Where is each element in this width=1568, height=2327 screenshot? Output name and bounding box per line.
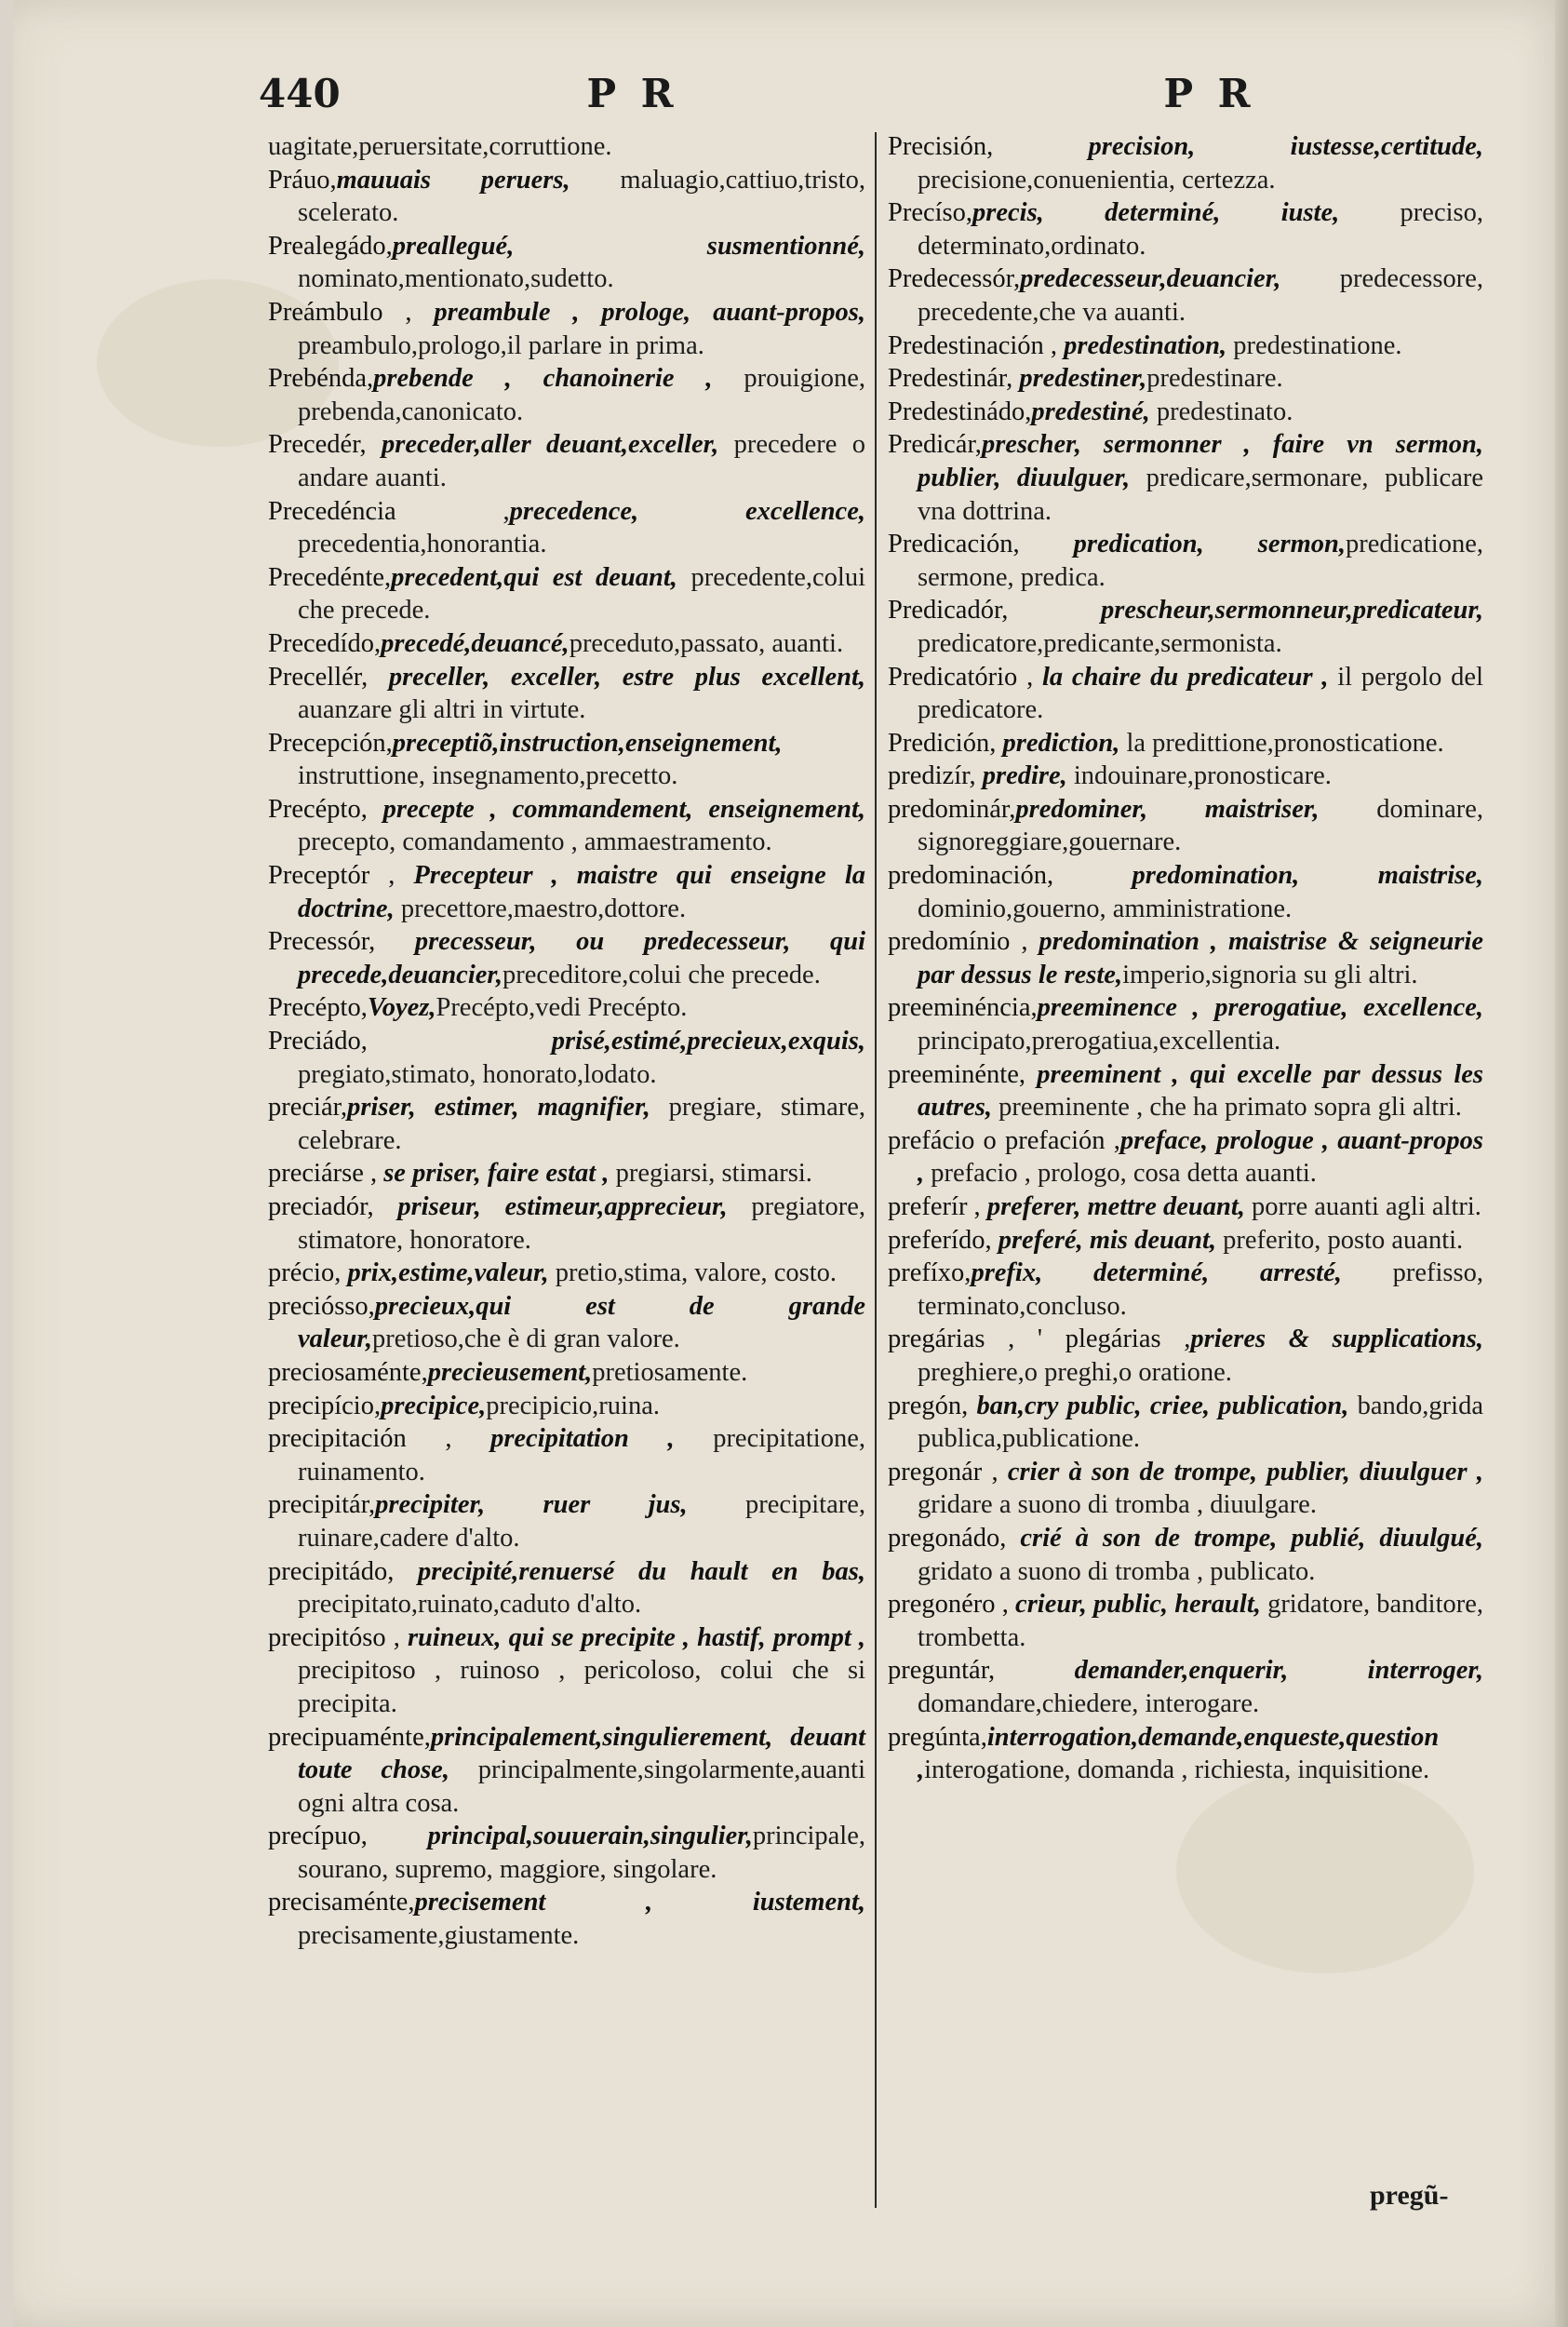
entry-headword: pregonár , [888, 1457, 998, 1486]
entry-headword: Precisión, [888, 132, 994, 161]
entry-italian: precepto, comandamento , ammaestramento. [298, 827, 772, 857]
entry-italian: nominato,mentionato,sudetto. [298, 264, 614, 294]
entry-french: preambule , prologe, auant-propos, [411, 297, 865, 327]
dictionary-entry [268, 1820, 865, 1886]
dictionary-entry [268, 296, 865, 362]
entry-headword: Predestinación , [888, 330, 1058, 360]
dictionary-entry [888, 1390, 1483, 1456]
entry-french: precipité,renuersé du hault en bas, [394, 1556, 865, 1586]
entry-headword: pregúnta, [888, 1722, 987, 1752]
entry-french: principal,souuerain,singulier, [367, 1822, 753, 1851]
entry-italian: precipitoso , ruinoso , pericoloso, colui che si precipita. [298, 1656, 865, 1718]
entry-french: preceptiõ,instruction,enseignement, [392, 728, 783, 758]
entry-headword: Precepción, [268, 728, 393, 758]
dictionary-entry [268, 1886, 865, 1952]
entry-french: precis, determiné, iuste, [972, 198, 1340, 228]
entry-french: precedence, excellence, [509, 496, 865, 526]
entry-headword: preciár, [268, 1093, 348, 1123]
entry-italian: gridato a suono di tromba , publicato. [918, 1556, 1316, 1586]
entry-french: precedent,qui est deuant, [391, 562, 677, 592]
entry-italian: predestinatione. [1226, 330, 1402, 360]
entry-headword: predominación, [888, 861, 1054, 891]
catchword: pregũ- [1370, 2180, 1449, 2211]
dictionary-entry [268, 859, 865, 925]
entry-french: interrogation,demande,enqueste,question , [918, 1722, 1440, 1785]
entry-italian: precipicio,ruina. [486, 1391, 660, 1420]
entry-italian: pregiare, stimare, celebrare. [298, 1093, 865, 1155]
entry-italian: uagitate,peruersitate,corruttione. [268, 132, 612, 161]
entry-french: preface, prologue , auant-propos , [918, 1125, 1483, 1189]
dictionary-entry [888, 528, 1483, 594]
entry-french: predestination, [1057, 330, 1227, 360]
entry-headword: Práuo, [268, 165, 337, 195]
entry-italian: principale, sourano, supremo, maggiore, singolare. [298, 1822, 865, 1884]
dictionary-entry [888, 760, 1483, 793]
entry-italian: auanzare gli altri in virtute. [298, 695, 586, 725]
entry-italian: il pergolo del predicatore. [918, 662, 1484, 725]
entry-french: prescheur,sermonneur,predicateur, [1008, 596, 1483, 625]
entry-french: predominer, maistriser, [1015, 794, 1320, 824]
entry-french: predomination, maistrise, [1053, 861, 1483, 891]
entry-headword: Preceptór , [268, 861, 395, 891]
entry-french: precieusement, [427, 1357, 593, 1387]
entry-french: mauuais peruers, [336, 165, 570, 195]
entry-italian: precettore,maestro,dottore. [394, 894, 687, 923]
dictionary-entry [888, 661, 1483, 727]
entry-french: prebende , chanoinerie , [373, 364, 713, 394]
dictionary-entry [888, 262, 1483, 329]
dictionary-entry [888, 727, 1483, 760]
entry-headword: Predicadór, [888, 596, 1009, 625]
entry-italian: pretiosamente. [592, 1357, 748, 1387]
entry-headword: pregón, [888, 1391, 969, 1420]
entry-french: precepte , commandement, enseignement, [367, 794, 865, 824]
entry-italian: pregiatore, stimatore, honoratore. [298, 1192, 865, 1255]
entry-italian: dominio,gouerno, amministratione. [918, 894, 1293, 923]
dictionary-entry [888, 991, 1483, 1057]
entry-headword: predominár, [888, 794, 1016, 824]
entry-french: prieres & supplications, [1190, 1325, 1483, 1354]
dictionary-entry [268, 561, 865, 627]
entry-italian: predestinato. [1149, 397, 1293, 426]
entry-italian: predicatione, sermone, predica. [918, 530, 1483, 592]
entry-french: preeminence , prerogatiue, excellence, [1037, 993, 1483, 1023]
dictionary-entry [888, 1058, 1483, 1124]
entry-headword: Precellér, [268, 662, 369, 692]
dictionary-entry [268, 1390, 865, 1423]
entry-headword: preferído, [888, 1225, 992, 1255]
entry-french: precipice, [381, 1391, 487, 1420]
entry-italian: imperio,signoria su gli altri. [1122, 960, 1418, 989]
entry-headword: Predición, [888, 728, 997, 758]
entry-headword: prefácio o prefación , [888, 1125, 1120, 1155]
entry-french: predication, sermon, [1019, 530, 1347, 559]
entry-italian: precedente,colui che precede. [298, 562, 865, 625]
dictionary-entry [268, 1422, 865, 1488]
entry-french: ban,cry public, criee, publication, [968, 1391, 1349, 1420]
dictionary-entry [888, 1522, 1483, 1588]
entry-headword: pregárias , ' plegárias , [888, 1325, 1191, 1354]
entry-headword: precisaménte, [268, 1888, 415, 1917]
entry-headword: preciosaménte, [268, 1357, 428, 1387]
entry-italian: precedentia,honorantia. [298, 530, 547, 559]
entry-italian: precisamente,giustamente. [298, 1921, 580, 1951]
entry-headword: precipitóso , [268, 1622, 400, 1652]
dictionary-entry [268, 495, 865, 561]
entry-italian: precipitato,ruinato,caduto d'alto. [298, 1590, 642, 1620]
dictionary-entry [888, 1323, 1483, 1389]
entry-french: crier à son de trompe, publier, diuulguer , [998, 1457, 1483, 1486]
entry-french: prefix, determiné, arresté, [971, 1258, 1342, 1288]
entry-headword: precípuo, [268, 1822, 368, 1851]
entry-italian: Precépto,vedi Precépto. [436, 993, 688, 1023]
entry-headword: Predecessór, [888, 264, 1021, 294]
entry-headword: preciadór, [268, 1192, 374, 1221]
entry-french: prix,estime,valeur, [341, 1258, 549, 1288]
entry-headword: prefíxo, [888, 1258, 972, 1288]
entry-italian: la predittione,pronosticatione. [1119, 728, 1444, 758]
entry-french: preferé, mis deuant, [991, 1225, 1217, 1255]
entry-headword: preeminénte, [888, 1059, 1025, 1089]
dictionary-entry [888, 396, 1483, 429]
entry-french: se priser, faire estat , [377, 1159, 610, 1189]
entry-french: precipiter, ruer jus, [375, 1490, 688, 1520]
dictionary-entry [888, 1456, 1483, 1522]
entry-french: precedé,deuancé, [381, 628, 570, 658]
entry-italian: principato,prerogatiua,excellentia. [918, 1027, 1281, 1056]
entry-headword: preciárse , [268, 1159, 378, 1189]
paper-stain [1176, 1769, 1474, 1973]
entry-italian: preambulo,prologo,il parlare in prima. [298, 330, 704, 360]
entry-french: predestiné, [1031, 397, 1150, 426]
entry-french: priseur, estimeur,apprecieur, [373, 1192, 728, 1221]
entry-italian: gridare a suono di tromba , diuulgare. [918, 1490, 1317, 1520]
entry-french: preeminent , qui excelle par dessus les autres, [918, 1059, 1483, 1123]
entry-french: predomination , maistrise & seigneurie par dessus le reste, [918, 927, 1483, 989]
entry-french: Voyez, [367, 993, 436, 1023]
entry-headword: precipício, [268, 1391, 382, 1420]
entry-italian: pregiarsi, stimarsi. [609, 1159, 812, 1189]
dictionary-entry [888, 1224, 1483, 1258]
entry-french: precesseur, ou predecesseur, qui precede,deuancier, [298, 927, 865, 989]
dictionary-entry [268, 130, 865, 164]
dictionary-entry [268, 428, 865, 494]
column-divider [875, 132, 877, 2208]
dictionary-entry [268, 661, 865, 727]
entry-french: predecesseur,deuancier, [1020, 264, 1281, 294]
entry-headword: Preciádo, [268, 1027, 368, 1056]
dictionary-entry [268, 230, 865, 296]
dictionary-entry [268, 1157, 865, 1190]
dictionary-entry [888, 859, 1483, 925]
entry-headword: Preámbulo , [268, 297, 412, 327]
entry-italian: gridatore, banditore, trombetta. [918, 1590, 1484, 1652]
entry-italian: maluagio,cattiuo,tristo, scelerato. [298, 165, 865, 228]
entry-headword: Precedénte, [268, 562, 392, 592]
dictionary-entry [888, 130, 1483, 196]
entry-headword: preciósso, [268, 1291, 375, 1321]
entry-italian: domandare,chiedere, interogare. [918, 1688, 1260, 1718]
entry-french: principalement,singulierement, deuant toute chose, [298, 1722, 865, 1785]
entry-italian: bando,grida publica,publicatione. [918, 1391, 1483, 1454]
entry-french: preceller, exceller, estre plus excellent, [368, 662, 865, 692]
entry-italian: instruttione, insegnamento,precetto. [298, 761, 678, 791]
entry-french: Precepteur , maistre qui enseigne la doctrine, [298, 861, 866, 923]
entry-italian: precedere o andare auanti. [298, 430, 865, 492]
dictionary-entry [268, 1091, 865, 1157]
entry-french: prisé,estimé,precieux,exquis, [367, 1027, 865, 1056]
entry-french: prediction, [996, 728, 1120, 758]
entry-french: la chaire du predicateur , [1033, 662, 1329, 692]
entry-headword: precipuaménte, [268, 1722, 431, 1752]
entry-italian: pretio,stima, valore, costo. [548, 1258, 838, 1288]
entry-headword: Precíso, [888, 198, 973, 228]
entry-italian: interogatione, domanda , richiesta, inquisitione. [924, 1755, 1430, 1785]
entry-headword: pregonádo, [888, 1523, 1007, 1553]
page-number: 440 [259, 71, 341, 116]
dictionary-entry [888, 1588, 1483, 1654]
entry-french: precieux,qui est de grande valeur, [298, 1291, 865, 1354]
dictionary-entry [268, 1488, 865, 1554]
entry-headword: Precedído, [268, 628, 382, 658]
dictionary-entry [268, 1025, 865, 1091]
entry-headword: Prealegádo, [268, 231, 393, 261]
dictionary-entry [888, 196, 1483, 262]
entry-french: ruineux, qui se precipite , hastif, prompt , [399, 1622, 865, 1652]
entry-italian: prefacio , prologo, cosa detta auanti. [924, 1159, 1317, 1189]
dictionary-entry [888, 594, 1483, 660]
entry-french: predestiner, [1012, 364, 1147, 394]
entry-italian: predicatore,predicante,sermonista. [918, 628, 1282, 658]
entry-french: precipitation , [451, 1424, 675, 1454]
entry-french: precision, iustesse,certitude, [993, 132, 1483, 161]
entry-headword: predomínio , [888, 927, 1028, 957]
dictionary-entry [888, 925, 1483, 991]
entry-headword: précio, [268, 1258, 342, 1288]
entry-italian: indouinare,pronosticare. [1066, 761, 1332, 791]
entry-french: precisement , iustement, [414, 1888, 865, 1917]
entry-italian: predestinare. [1146, 364, 1283, 394]
entry-italian: preciso, determinato,ordinato. [918, 198, 1483, 261]
entry-headword: Precépto, [268, 794, 368, 824]
entry-italian: porre auanti agli altri. [1244, 1192, 1481, 1221]
dictionary-entry [888, 793, 1483, 859]
entry-italian: predicare,sermonare, publicare vna dottrina. [918, 463, 1483, 526]
entry-french: preferer, mettre deuant, [980, 1192, 1245, 1221]
page-edge [1555, 0, 1568, 2327]
entry-italian: predecessore, precedente,che va auanti. [918, 264, 1483, 327]
entry-headword: preeminéncia, [888, 993, 1038, 1023]
dictionary-entry [268, 727, 865, 793]
dictionary-entry [888, 330, 1483, 363]
entry-french: predire, [975, 761, 1067, 791]
running-head-right: P R [1163, 71, 1256, 116]
entry-headword: Prebénda, [268, 364, 374, 394]
dictionary-entry [888, 1721, 1483, 1787]
dictionary-entry [268, 1621, 865, 1721]
dictionary-entry [268, 991, 865, 1025]
dictionary-entry [268, 1721, 865, 1821]
dictionary-entry [268, 1356, 865, 1390]
entry-headword: Predicación, [888, 530, 1020, 559]
entry-headword: Precépto, [268, 993, 368, 1023]
entry-french: crieur, public, herault, [1008, 1590, 1261, 1620]
entry-italian: principalmente,singolarmente,auanti ogni altra cosa. [298, 1755, 865, 1818]
entry-headword: predizír, [888, 761, 976, 791]
right-column [888, 130, 1483, 1787]
dictionary-entry [268, 1257, 865, 1290]
entry-french: prescher, sermonner , faire vn sermon, publier, diuulguer, [918, 430, 1483, 492]
entry-headword: Precedér, [268, 430, 367, 460]
entry-headword: precipitádo, [268, 1556, 395, 1586]
dictionary-entry [268, 1555, 865, 1621]
left-column [268, 130, 865, 1953]
entry-headword: preferír , [888, 1192, 981, 1221]
dictionary-entry [268, 362, 865, 428]
entry-french: preceder,aller deuant,exceller, [366, 430, 719, 460]
dictionary-entry [268, 164, 865, 230]
dictionary-entry [888, 1190, 1483, 1224]
entry-headword: Predestinár, [888, 364, 1013, 394]
entry-headword: precipitación , [268, 1424, 452, 1454]
entry-italian: prouigione, prebenda,canonicato. [298, 364, 865, 426]
entry-italian: preceduto,passato, auanti. [569, 628, 844, 658]
dictionary-entry [888, 1257, 1483, 1323]
entry-headword: Precedéncia , [268, 496, 510, 526]
dictionary-entry [268, 925, 865, 991]
dictionary-entry [888, 428, 1483, 528]
entry-italian: preceditore,colui che precede. [503, 960, 821, 989]
dictionary-entry [268, 793, 865, 859]
dictionary-entry [888, 1654, 1483, 1720]
entry-french: demander,enquerir, interroger, [995, 1656, 1483, 1686]
entry-headword: pregonéro , [888, 1590, 1009, 1620]
entry-headword: preguntár, [888, 1656, 996, 1686]
entry-italian: precipitatione, ruinamento. [298, 1424, 865, 1486]
dictionary-entry [888, 1124, 1483, 1190]
running-head-left: P R [586, 71, 679, 116]
entry-italian: preeminente , che ha primato sopra gli altri. [991, 1093, 1462, 1123]
dictionary-entry [268, 627, 865, 661]
entry-italian: preferito, posto auanti. [1216, 1225, 1464, 1255]
entry-french: crié à son de trompe, publié, diuulgué, [1006, 1523, 1483, 1553]
dictionary-entry [268, 1290, 865, 1356]
entry-italian: prefisso, terminato,concluso. [918, 1258, 1483, 1321]
entry-italian: pretioso,che è di gran valore. [371, 1325, 680, 1354]
entry-italian: pregiato,stimato, honorato,lodato. [298, 1059, 657, 1089]
entry-headword: Precessór, [268, 927, 376, 957]
dictionary-entry [888, 362, 1483, 396]
dictionary-entry [268, 1190, 865, 1257]
entry-headword: Predicatório , [888, 662, 1034, 692]
entry-french: priser, estimer, magnifier, [347, 1093, 650, 1123]
entry-headword: Predestinádo, [888, 397, 1032, 426]
entry-headword: Predicár, [888, 430, 982, 460]
entry-italian: precisione,conuenientia, certezza. [918, 165, 1276, 195]
entry-italian: preghiere,o preghi,o oratione. [918, 1357, 1232, 1387]
entry-italian: dominare, signoreggiare,gouernare. [918, 794, 1483, 857]
entry-italian: precipitare, ruinare,cadere d'alto. [298, 1490, 866, 1553]
entry-headword: precipitár, [268, 1490, 376, 1520]
entry-french: preallegué, susmentionné, [392, 231, 865, 261]
